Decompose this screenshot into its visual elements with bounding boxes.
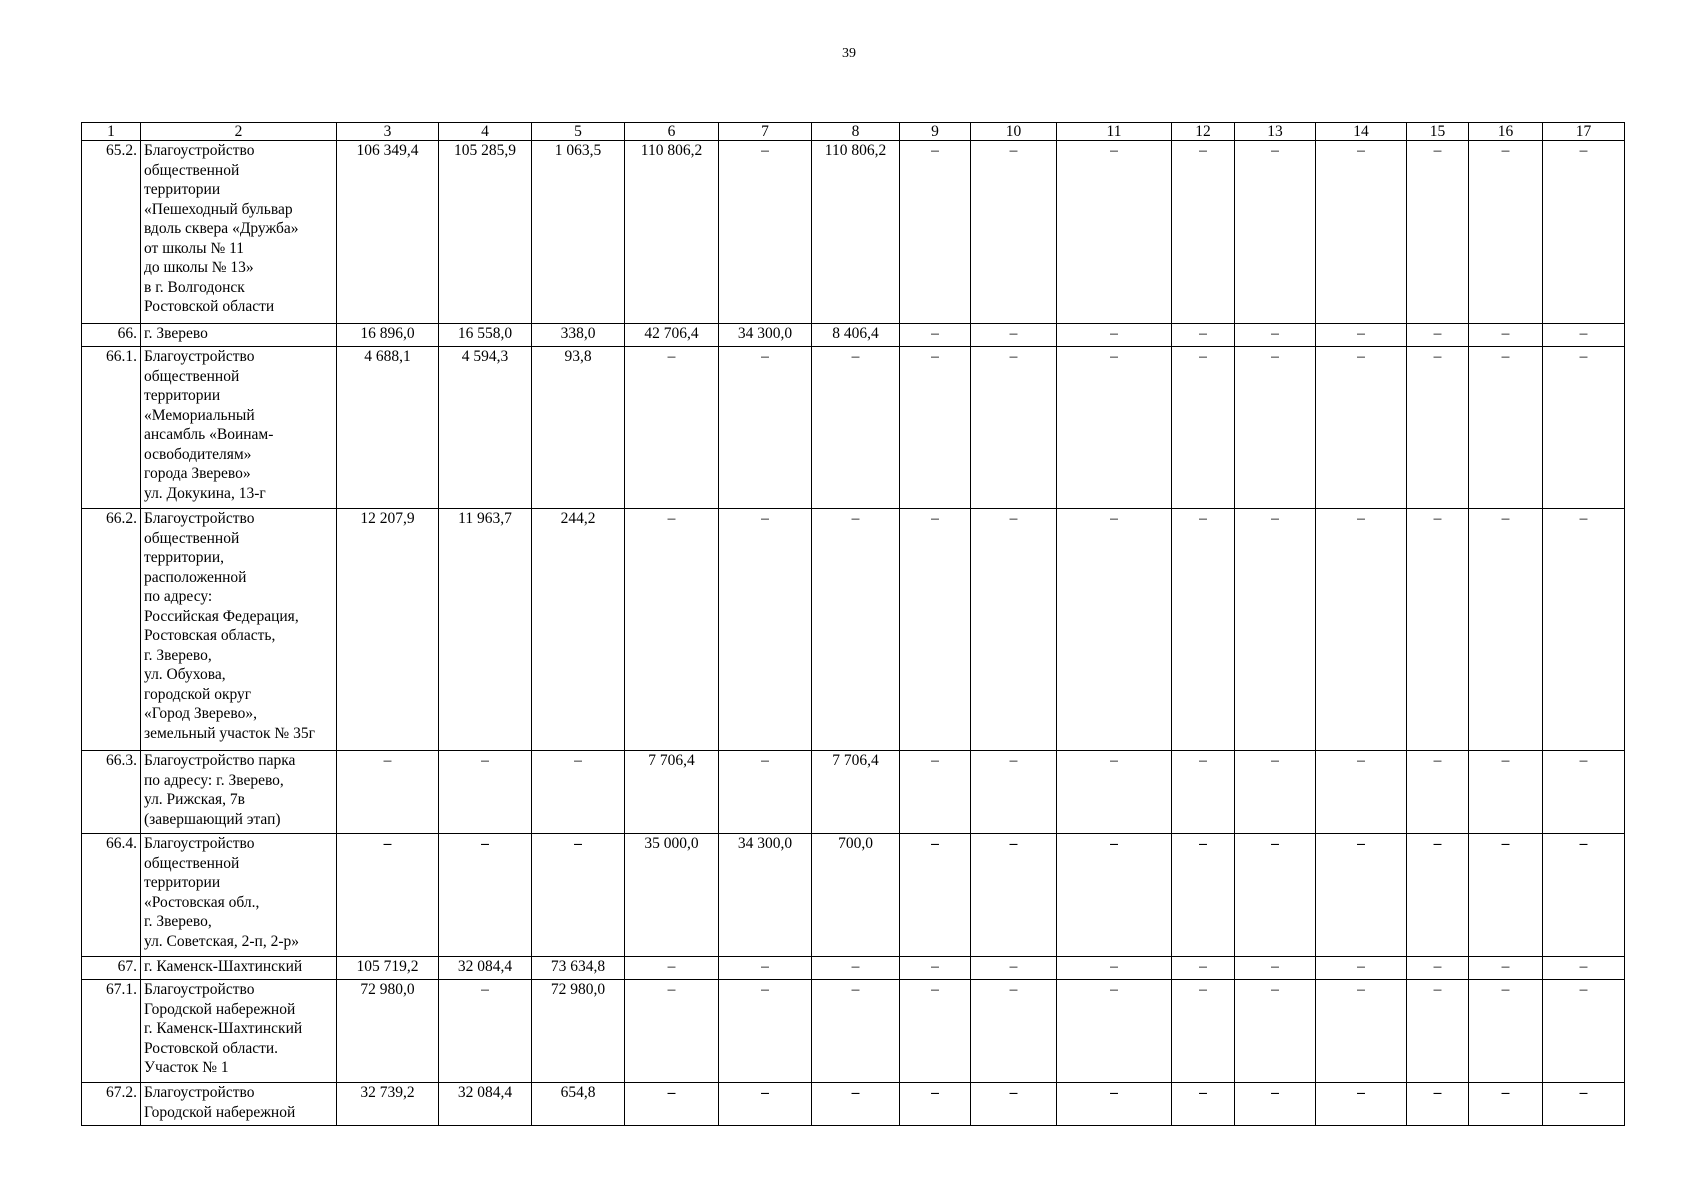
value-cell-col-17: –	[1543, 509, 1625, 751]
table-row	[82, 347, 1625, 509]
value-cell-col-5: 244,2	[532, 509, 625, 751]
value-cell-col-11: –	[1057, 141, 1172, 324]
value-cell-col-15: –	[1407, 980, 1469, 1083]
column-number-14: 14	[1316, 123, 1407, 141]
value-cell-col-9: –	[900, 957, 971, 980]
value-cell-col-16: –	[1469, 834, 1543, 957]
column-number-10: 10	[971, 123, 1057, 141]
value-cell-col-17: –	[1543, 347, 1625, 509]
value-cell-col-14: –	[1316, 980, 1407, 1083]
value-cell-col-14: –	[1316, 957, 1407, 980]
row-number: 66.2.	[82, 509, 141, 751]
row-name: Благоустройство Городской набережной	[141, 1083, 337, 1126]
value-cell-col-13: –	[1235, 509, 1316, 751]
value-cell-col-17: –	[1543, 324, 1625, 347]
value-cell-col-6: 110 806,2	[625, 141, 719, 324]
value-cell-col-6: –	[625, 347, 719, 509]
value-cell-col-6: –	[625, 1083, 719, 1126]
value-cell-col-4: 32 084,4	[439, 957, 532, 980]
value-cell-col-10: –	[971, 834, 1057, 957]
row-number: 67.1.	[82, 980, 141, 1083]
value-cell-col-17: –	[1543, 980, 1625, 1083]
value-cell-col-8: –	[812, 347, 900, 509]
value-cell-col-9: –	[900, 347, 971, 509]
value-cell-col-4: –	[439, 751, 532, 834]
value-cell-col-4: 105 285,9	[439, 141, 532, 324]
table-row	[82, 509, 1625, 751]
row-name: Благоустройство общественной территории «Ростовская обл., г. Зверево, ул. Советская, 2-п, 2-р»	[141, 834, 337, 957]
table-row	[82, 957, 1625, 980]
column-number-17: 17	[1543, 123, 1625, 141]
value-cell-col-10: –	[971, 347, 1057, 509]
value-cell-col-16: –	[1469, 1083, 1543, 1126]
column-number-7: 7	[719, 123, 812, 141]
value-cell-col-7: –	[719, 1083, 812, 1126]
row-number: 66.3.	[82, 751, 141, 834]
value-cell-col-14: –	[1316, 751, 1407, 834]
column-number-5: 5	[532, 123, 625, 141]
value-cell-col-10: –	[971, 509, 1057, 751]
value-cell-col-16: –	[1469, 957, 1543, 980]
value-cell-col-9: –	[900, 1083, 971, 1126]
row-name: Благоустройство Городской набережной г. Каменск-Шахтинский Ростовской области. Участок № 1	[141, 980, 337, 1083]
value-cell-col-9: –	[900, 509, 971, 751]
value-cell-col-3: 32 739,2	[337, 1083, 439, 1126]
value-cell-col-5: 338,0	[532, 324, 625, 347]
value-cell-col-16: –	[1469, 509, 1543, 751]
value-cell-col-13: –	[1235, 1083, 1316, 1126]
row-number: 66.	[82, 324, 141, 347]
column-number-4: 4	[439, 123, 532, 141]
value-cell-col-17: –	[1543, 957, 1625, 980]
value-cell-col-5: 93,8	[532, 347, 625, 509]
value-cell-col-12: –	[1172, 834, 1235, 957]
table-row	[82, 834, 1625, 957]
value-cell-col-13: –	[1235, 751, 1316, 834]
value-cell-col-10: –	[971, 1083, 1057, 1126]
value-cell-col-10: –	[971, 141, 1057, 324]
value-cell-col-14: –	[1316, 324, 1407, 347]
value-cell-col-14: –	[1316, 347, 1407, 509]
column-number-15: 15	[1407, 123, 1469, 141]
value-cell-col-11: –	[1057, 751, 1172, 834]
value-cell-col-7: –	[719, 141, 812, 324]
value-cell-col-14: –	[1316, 1083, 1407, 1126]
value-cell-col-17: –	[1543, 834, 1625, 957]
table-body	[82, 123, 1625, 1126]
value-cell-col-12: –	[1172, 980, 1235, 1083]
value-cell-col-12: –	[1172, 509, 1235, 751]
value-cell-col-13: –	[1235, 141, 1316, 324]
table-row	[82, 1083, 1625, 1126]
value-cell-col-15: –	[1407, 324, 1469, 347]
column-number-13: 13	[1235, 123, 1316, 141]
row-name: Благоустройство общественной территории, расположенной по адресу: Российская Федерация, Ростовская область, г. Зверево, ул. Обухова, городской округ «Город Зверево», земельный участок № 35г	[141, 509, 337, 751]
value-cell-col-4: 32 084,4	[439, 1083, 532, 1126]
page-number: 39	[842, 46, 856, 61]
table-row	[82, 980, 1625, 1083]
row-name: г. Каменск-Шахтинский	[141, 957, 337, 980]
value-cell-col-8: –	[812, 980, 900, 1083]
value-cell-col-8: –	[812, 1083, 900, 1126]
row-number: 66.1.	[82, 347, 141, 509]
value-cell-col-13: –	[1235, 957, 1316, 980]
value-cell-col-4: –	[439, 980, 532, 1083]
value-cell-col-8: 110 806,2	[812, 141, 900, 324]
value-cell-col-3: 72 980,0	[337, 980, 439, 1083]
value-cell-col-7: –	[719, 957, 812, 980]
value-cell-col-15: –	[1407, 751, 1469, 834]
value-cell-col-3: 4 688,1	[337, 347, 439, 509]
value-cell-col-11: –	[1057, 324, 1172, 347]
table-row	[82, 324, 1625, 347]
value-cell-col-3: 12 207,9	[337, 509, 439, 751]
value-cell-col-8: 8 406,4	[812, 324, 900, 347]
value-cell-col-16: –	[1469, 347, 1543, 509]
column-number-12: 12	[1172, 123, 1235, 141]
value-cell-col-5: 1 063,5	[532, 141, 625, 324]
value-cell-col-10: –	[971, 980, 1057, 1083]
table-row	[82, 141, 1625, 324]
value-cell-col-8: 7 706,4	[812, 751, 900, 834]
value-cell-col-4: 11 963,7	[439, 509, 532, 751]
value-cell-col-14: –	[1316, 509, 1407, 751]
value-cell-col-6: –	[625, 980, 719, 1083]
value-cell-col-8: 700,0	[812, 834, 900, 957]
value-cell-col-17: –	[1543, 1083, 1625, 1126]
value-cell-col-8: –	[812, 509, 900, 751]
value-cell-col-17: –	[1543, 141, 1625, 324]
value-cell-col-15: –	[1407, 1083, 1469, 1126]
column-number-6: 6	[625, 123, 719, 141]
value-cell-col-3: 106 349,4	[337, 141, 439, 324]
value-cell-col-4: 4 594,3	[439, 347, 532, 509]
value-cell-col-15: –	[1407, 509, 1469, 751]
value-cell-col-3: 16 896,0	[337, 324, 439, 347]
value-cell-col-3: –	[337, 751, 439, 834]
value-cell-col-12: –	[1172, 751, 1235, 834]
value-cell-col-9: –	[900, 834, 971, 957]
row-name: Благоустройство парка по адресу: г. Зверево, ул. Рижская, 7в (завершающий этап)	[141, 751, 337, 834]
value-cell-col-12: –	[1172, 347, 1235, 509]
value-cell-col-5: 73 634,8	[532, 957, 625, 980]
column-number-9: 9	[900, 123, 971, 141]
budget-table	[81, 122, 1625, 1126]
value-cell-col-7: 34 300,0	[719, 834, 812, 957]
value-cell-col-16: –	[1469, 980, 1543, 1083]
value-cell-col-6: –	[625, 509, 719, 751]
row-name: Благоустройство общественной территории «Мемориальный ансамбль «Воинам- освободителям» города Зверево» ул. Докукина, 13-г	[141, 347, 337, 509]
value-cell-col-7: –	[719, 509, 812, 751]
value-cell-col-11: –	[1057, 509, 1172, 751]
value-cell-col-16: –	[1469, 324, 1543, 347]
row-number: 66.4.	[82, 834, 141, 957]
value-cell-col-15: –	[1407, 834, 1469, 957]
value-cell-col-15: –	[1407, 957, 1469, 980]
value-cell-col-5: 654,8	[532, 1083, 625, 1126]
column-number-8: 8	[812, 123, 900, 141]
column-number-1: 1	[82, 123, 141, 141]
value-cell-col-14: –	[1316, 834, 1407, 957]
value-cell-col-13: –	[1235, 324, 1316, 347]
value-cell-col-9: –	[900, 751, 971, 834]
column-number-3: 3	[337, 123, 439, 141]
value-cell-col-10: –	[971, 751, 1057, 834]
value-cell-col-12: –	[1172, 324, 1235, 347]
value-cell-col-7: 34 300,0	[719, 324, 812, 347]
value-cell-col-17: –	[1543, 751, 1625, 834]
row-number: 65.2.	[82, 141, 141, 324]
value-cell-col-13: –	[1235, 980, 1316, 1083]
value-cell-col-11: –	[1057, 1083, 1172, 1126]
value-cell-col-5: –	[532, 834, 625, 957]
value-cell-col-3: –	[337, 834, 439, 957]
row-number: 67.2.	[82, 1083, 141, 1126]
value-cell-col-7: –	[719, 347, 812, 509]
value-cell-col-12: –	[1172, 141, 1235, 324]
value-cell-col-7: –	[719, 980, 812, 1083]
value-cell-col-9: –	[900, 141, 971, 324]
value-cell-col-3: 105 719,2	[337, 957, 439, 980]
table-row	[82, 751, 1625, 834]
value-cell-col-11: –	[1057, 347, 1172, 509]
value-cell-col-12: –	[1172, 957, 1235, 980]
value-cell-col-13: –	[1235, 347, 1316, 509]
value-cell-col-9: –	[900, 980, 971, 1083]
value-cell-col-7: –	[719, 751, 812, 834]
value-cell-col-11: –	[1057, 957, 1172, 980]
value-cell-col-8: –	[812, 957, 900, 980]
value-cell-col-12: –	[1172, 1083, 1235, 1126]
value-cell-col-6: 42 706,4	[625, 324, 719, 347]
value-cell-col-4: –	[439, 834, 532, 957]
value-cell-col-16: –	[1469, 751, 1543, 834]
column-number-2: 2	[141, 123, 337, 141]
value-cell-col-15: –	[1407, 347, 1469, 509]
row-name: Благоустройство общественной территории «Пешеходный бульвар вдоль сквера «Дружба» от школы № 11 до школы № 13» в г. Волгодонск Ростовской области	[141, 141, 337, 324]
column-number-row	[82, 123, 1625, 141]
value-cell-col-6: 7 706,4	[625, 751, 719, 834]
value-cell-col-13: –	[1235, 834, 1316, 957]
value-cell-col-4: 16 558,0	[439, 324, 532, 347]
value-cell-col-6: 35 000,0	[625, 834, 719, 957]
column-number-11: 11	[1057, 123, 1172, 141]
value-cell-col-11: –	[1057, 980, 1172, 1083]
row-name: г. Зверево	[141, 324, 337, 347]
value-cell-col-11: –	[1057, 834, 1172, 957]
value-cell-col-5: 72 980,0	[532, 980, 625, 1083]
value-cell-col-10: –	[971, 957, 1057, 980]
row-number: 67.	[82, 957, 141, 980]
column-number-16: 16	[1469, 123, 1543, 141]
value-cell-col-10: –	[971, 324, 1057, 347]
value-cell-col-9: –	[900, 324, 971, 347]
value-cell-col-6: –	[625, 957, 719, 980]
value-cell-col-5: –	[532, 751, 625, 834]
value-cell-col-15: –	[1407, 141, 1469, 324]
value-cell-col-14: –	[1316, 141, 1407, 324]
value-cell-col-16: –	[1469, 141, 1543, 324]
